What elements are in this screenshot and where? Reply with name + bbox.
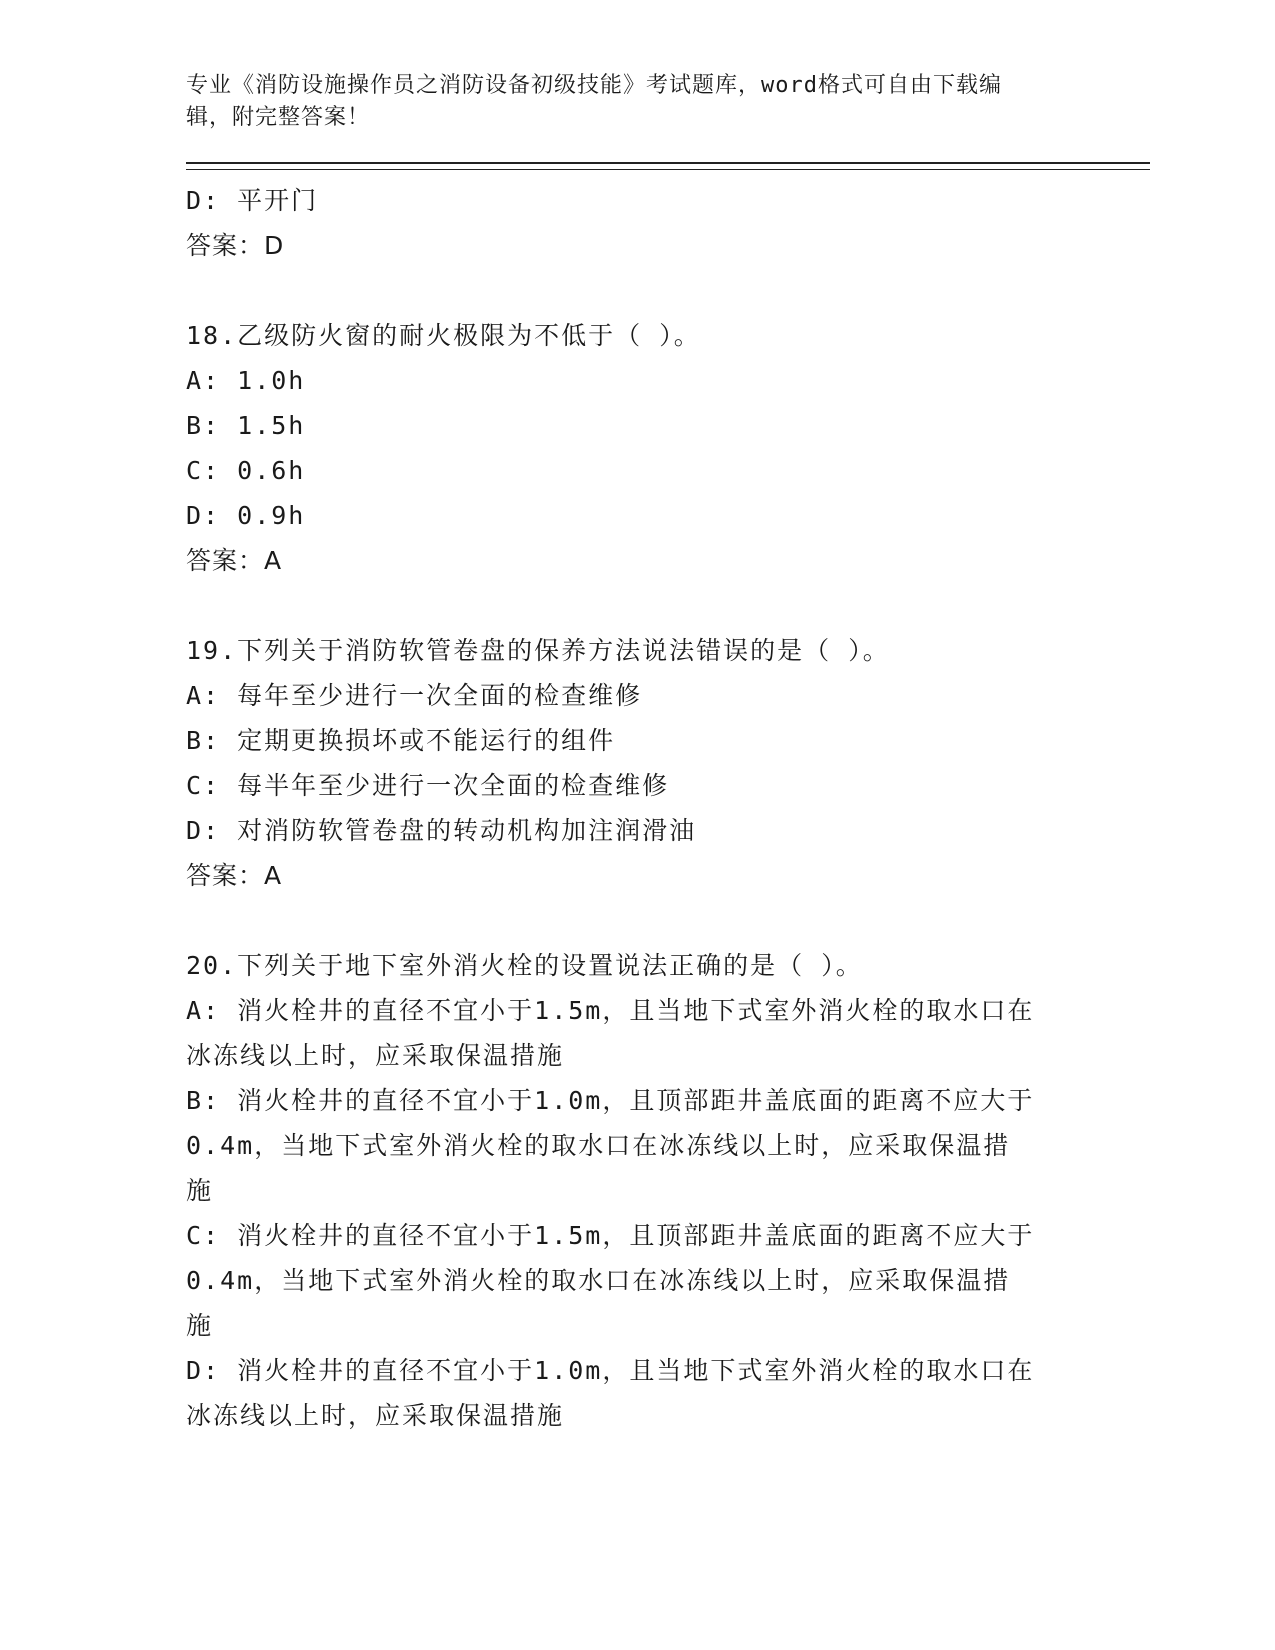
document-page bbox=[186, 70, 1146, 1438]
answer: 答案：D bbox=[186, 231, 285, 260]
option-d: D: 对消防软管卷盘的转动机构加注润滑油 bbox=[186, 816, 697, 845]
option-d: D: 平开门 bbox=[186, 186, 319, 215]
option-c-line-2: 0.4m，当地下式室外消火栓的取水口在冰冻线以上时，应采取保温措 bbox=[186, 1266, 1011, 1295]
header-divider bbox=[186, 162, 1150, 170]
option-a-line-2: 冰冻线以上时，应采取保温措施 bbox=[186, 1041, 565, 1070]
option-b-line-2: 0.4m，当地下式室外消火栓的取水口在冰冻线以上时，应采取保温措 bbox=[186, 1131, 1011, 1160]
option-d: D: 0.9h bbox=[186, 501, 306, 530]
spacer bbox=[186, 583, 1146, 628]
question-20: 20.下列关于地下室外消火栓的设置说法正确的是（ ）。 bbox=[186, 951, 863, 980]
option-d-line-1: D: 消火栓井的直径不宜小于1.0m，且当地下式室外消火栓的取水口在 bbox=[186, 1356, 1035, 1385]
question-19: 19.下列关于消防软管卷盘的保养方法说法错误的是（ ）。 bbox=[186, 636, 890, 665]
option-c-line-1: C: 消火栓井的直径不宜小于1.5m，且顶部距井盖底面的距离不应大于 bbox=[186, 1221, 1035, 1250]
header-line-1: 专业《消防设施操作员之消防设备初级技能》考试题库，word格式可自由下载编 bbox=[186, 73, 1002, 98]
option-b: B: 1.5h bbox=[186, 411, 306, 440]
question-18: 18.乙级防火窗的耐火极限为不低于（ ）。 bbox=[186, 321, 701, 350]
page-header bbox=[186, 70, 1066, 134]
option-c: C: 0.6h bbox=[186, 456, 306, 485]
option-a: A: 每年至少进行一次全面的检查维修 bbox=[186, 681, 643, 710]
option-d-line-2: 冰冻线以上时，应采取保温措施 bbox=[186, 1401, 565, 1430]
option-c: C: 每半年至少进行一次全面的检查维修 bbox=[186, 771, 670, 800]
question-list bbox=[186, 178, 1146, 1438]
option-c-line-3: 施 bbox=[186, 1311, 214, 1340]
answer: 答案：A bbox=[186, 546, 283, 575]
option-a-line-1: A: 消火栓井的直径不宜小于1.5m，且当地下式室外消火栓的取水口在 bbox=[186, 996, 1035, 1025]
spacer bbox=[186, 268, 1146, 313]
header-line-2: 辑，附完整答案！ bbox=[186, 105, 371, 130]
option-b-line-1: B: 消火栓井的直径不宜小于1.0m，且顶部距井盖底面的距离不应大于 bbox=[186, 1086, 1035, 1115]
spacer bbox=[186, 898, 1146, 943]
answer: 答案：A bbox=[186, 861, 283, 890]
option-b: B: 定期更换损坏或不能运行的组件 bbox=[186, 726, 616, 755]
option-b-line-3: 施 bbox=[186, 1176, 214, 1205]
option-a: A: 1.0h bbox=[186, 366, 306, 395]
